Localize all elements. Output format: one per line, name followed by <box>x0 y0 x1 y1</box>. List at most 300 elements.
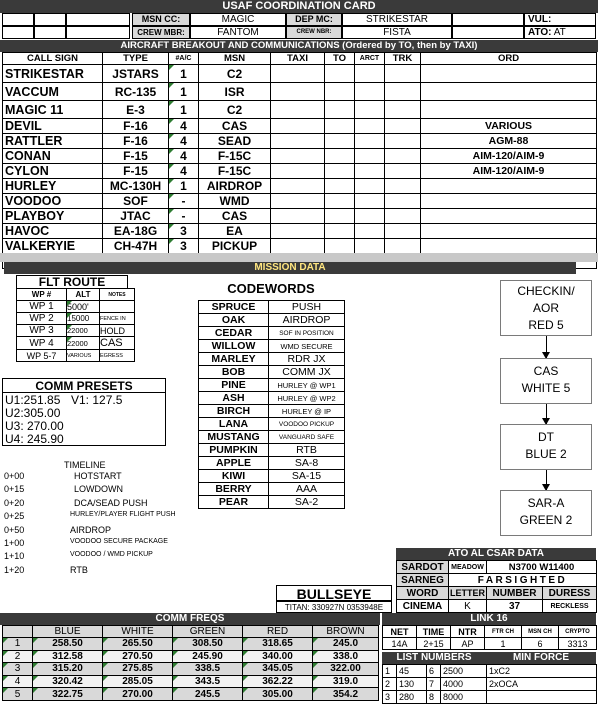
codeword: CEDAR <box>199 327 269 340</box>
link16-net: 14A <box>383 638 417 650</box>
type-cell: F-15 <box>103 149 169 164</box>
ato-label: ATO: <box>528 27 552 38</box>
top-info <box>0 13 598 39</box>
call-sign-cell: CONAN <box>3 149 103 164</box>
codeword-meaning: COMM JX <box>269 366 345 379</box>
freq-value: 312.58 <box>33 650 103 663</box>
word-value: CINEMA <box>397 600 449 613</box>
call-sign-cell: HURLEY <box>3 179 103 194</box>
flow-box-line: WHITE 5 <box>521 381 571 395</box>
taxi-cell <box>271 134 325 149</box>
codeword-meaning: SA-2 <box>269 496 345 509</box>
flt-route-title: FLT ROUTE <box>16 275 128 288</box>
number-value: 37 <box>487 600 543 613</box>
freq-value: 275.85 <box>103 663 173 676</box>
codeword: BOB <box>199 366 269 379</box>
ato-value: AT <box>553 27 566 38</box>
codeword-meaning: SOF IN POSITION <box>269 327 345 340</box>
ord-cell <box>421 101 597 119</box>
codeword: SPRUCE <box>199 301 269 314</box>
to-cell <box>325 239 355 254</box>
duress-label: DURESS <box>543 587 597 600</box>
ord-cell <box>421 179 597 194</box>
trk-cell <box>385 65 421 83</box>
sardot-name: MEADOW <box>449 561 487 574</box>
codeword: OAK <box>199 314 269 327</box>
flow-arrow <box>546 336 547 358</box>
taxi-cell <box>271 224 325 239</box>
timeline-row <box>4 525 194 538</box>
link16-ftrch-label: FTR CH <box>485 626 522 638</box>
to-cell <box>325 164 355 179</box>
call-sign-cell: DEVIL <box>3 119 103 134</box>
list-numbers-title: LIST NUMBERS <box>382 652 486 664</box>
timeline-row <box>4 565 194 578</box>
timeline-time: 0+00 <box>4 471 25 481</box>
crew-mbr-label: CREW MBR: <box>132 26 190 39</box>
codeword-meaning: RDR JX <box>269 353 345 366</box>
col-call-sign: CALL SIGN <box>3 53 103 65</box>
ac-count-cell: 4 <box>169 149 199 164</box>
timeline-event: AIRDROP <box>70 524 112 535</box>
note-5: EGRESS <box>100 350 135 362</box>
codeword-meaning: RTB <box>269 444 345 457</box>
link16-crypto-label: CRYPTO <box>559 626 597 638</box>
timeline-time: 0+50 <box>4 524 25 535</box>
codeword-row <box>199 301 345 314</box>
col-taxi: TAXI <box>271 53 325 65</box>
msn-cell: PICKUP <box>199 239 271 254</box>
freq-value: 315.20 <box>33 663 103 676</box>
col-num-ac: #A/C <box>169 53 199 65</box>
aircraft-row <box>3 194 597 209</box>
timeline-event: HURLEY/PLAYER FLIGHT PUSH <box>70 511 176 519</box>
wp-3: WP 3 <box>17 325 67 337</box>
flow-box-line: BLUE 2 <box>525 447 567 461</box>
type-cell: JTAC <box>103 209 169 224</box>
codeword: KIWI <box>199 470 269 483</box>
timeline-row <box>4 498 194 511</box>
timeline-time: 0+15 <box>4 484 25 495</box>
codeword: APPLE <box>199 457 269 470</box>
taxi-cell <box>271 119 325 134</box>
freq-row <box>3 638 379 651</box>
call-sign-cell: STRIKESTAR <box>3 65 103 83</box>
link16-ntr: AP <box>451 638 485 650</box>
freq-value: 270.50 <box>103 650 173 663</box>
col-trk: TRK <box>385 53 421 65</box>
freq-row-number: 3 <box>3 663 33 676</box>
codeword-row <box>199 379 345 392</box>
flow-arrow <box>546 470 547 490</box>
msn-cc-value: MAGIC <box>190 13 286 26</box>
min-force-cell <box>487 691 597 704</box>
letter-value: K <box>449 600 487 613</box>
flt-route-table <box>16 288 135 362</box>
freq-value: 245.90 <box>173 650 243 663</box>
aircraft-row <box>3 149 597 164</box>
sardot-coord: N3700 W11400 <box>487 561 597 574</box>
ord-cell <box>421 239 597 254</box>
blank-cell <box>66 13 130 26</box>
freq-value: 305.00 <box>243 688 313 701</box>
list-number-cell: 1 <box>383 665 397 678</box>
aircraft-row <box>3 179 597 194</box>
timeline-row <box>4 551 194 564</box>
to-cell <box>325 209 355 224</box>
freq-row <box>3 663 379 676</box>
freq-header-white: WHITE <box>103 626 173 638</box>
freq-value: 362.22 <box>243 675 313 688</box>
ac-count-cell: - <box>169 194 199 209</box>
flow-box <box>500 490 592 536</box>
aircraft-row <box>3 119 597 134</box>
call-sign-cell: PLAYBOY <box>3 209 103 224</box>
list-number-row <box>383 678 597 691</box>
aircraft-row <box>3 209 597 224</box>
sardot-label: SARDOT <box>397 561 449 574</box>
link16-net-label: NET <box>383 626 417 638</box>
aircraft-row <box>3 224 597 239</box>
timeline-event: VOODOO / WMD PICKUP <box>70 551 153 559</box>
timeline-event: RTB <box>70 564 88 575</box>
aircraft-row <box>3 239 597 254</box>
blank-cell <box>2 13 34 26</box>
notes-header: NOTES <box>100 289 135 301</box>
freq-header-green: GREEN <box>173 626 243 638</box>
csar-title: ATO AL CSAR DATA <box>396 548 596 560</box>
codewords-title: CODEWORDS <box>227 281 315 296</box>
list-number-cell: 45 <box>397 665 427 678</box>
preset-u2: U2:305.00 <box>5 406 61 420</box>
type-cell: SOF <box>103 194 169 209</box>
freq-value: 285.05 <box>103 675 173 688</box>
arct-cell <box>355 65 385 83</box>
timeline-row <box>4 538 194 551</box>
timeline-event: LOWDOWN <box>74 484 123 495</box>
list-numbers-table <box>382 664 597 704</box>
freq-header-blue: BLUE <box>33 626 103 638</box>
msn-cc-label: MSN CC: <box>132 13 190 26</box>
link16-msnch-label: MSN CH <box>522 626 559 638</box>
freq-row-number: 4 <box>3 675 33 688</box>
timeline <box>4 471 194 581</box>
list-number-cell: 2500 <box>441 665 487 678</box>
aircraft-row <box>3 65 597 83</box>
card-title: USAF COORDINATION CARD <box>0 0 598 13</box>
codeword-meaning: VANGUARD SAFE <box>269 431 345 444</box>
call-sign-cell: VALKERYIE <box>3 239 103 254</box>
link16-msnch: 6 <box>522 638 559 650</box>
freq-value: 345.05 <box>243 663 313 676</box>
codeword-row <box>199 470 345 483</box>
msn-cell: ISR <box>199 83 271 101</box>
ac-count-cell: 3 <box>169 239 199 254</box>
freq-value: 319.0 <box>313 675 379 688</box>
preset-u4: U4: 245.90 <box>5 432 64 446</box>
min-force-cell: 2xOCA <box>487 678 597 691</box>
taxi-cell <box>271 101 325 119</box>
number-label: NUMBER <box>487 587 543 600</box>
timeline-title: TIMELINE <box>64 460 106 470</box>
sarneg-value: FARSIGHTED <box>449 574 597 587</box>
freq-value: 322.75 <box>33 688 103 701</box>
call-sign-cell: VOODOO <box>3 194 103 209</box>
alt-3: 22000 <box>67 325 100 337</box>
ord-cell <box>421 224 597 239</box>
call-sign-cell: MAGIC 11 <box>3 101 103 119</box>
col-ord: ORD <box>421 53 597 65</box>
csar-table <box>396 560 597 613</box>
ord-cell: AIM-120/AIM-9 <box>421 164 597 179</box>
arct-cell <box>355 194 385 209</box>
crew-mbr-value: FANTOM <box>190 26 286 39</box>
codeword: MUSTANG <box>199 431 269 444</box>
flow-arrow <box>546 404 547 424</box>
codeword: BERRY <box>199 483 269 496</box>
msn-cell: AIRDROP <box>199 179 271 194</box>
link16-table <box>382 625 597 650</box>
blank-cell <box>34 13 66 26</box>
blank-cell <box>452 13 524 26</box>
freq-row <box>3 675 379 688</box>
flow-box <box>500 424 592 470</box>
taxi-cell <box>271 149 325 164</box>
codeword: WILLOW <box>199 340 269 353</box>
ac-count-cell: - <box>169 209 199 224</box>
freq-corner <box>3 626 33 638</box>
call-sign-cell: HAVOC <box>3 224 103 239</box>
alt-header: ALT <box>67 289 100 301</box>
msn-cell: CAS <box>199 209 271 224</box>
call-sign-cell: RATTLER <box>3 134 103 149</box>
type-cell: F-16 <box>103 119 169 134</box>
taxi-cell <box>271 194 325 209</box>
timeline-row <box>4 471 194 484</box>
freq-value: 338.0 <box>313 650 379 663</box>
note-4: CAS <box>100 337 135 350</box>
link16-title: LINK 16 <box>382 613 596 625</box>
crew-nbr-value: FISTA <box>342 26 452 39</box>
type-cell: JSTARS <box>103 65 169 83</box>
timeline-time: 1+00 <box>4 538 25 548</box>
trk-cell <box>385 83 421 101</box>
blank-cell <box>2 26 34 39</box>
list-number-cell: 3 <box>383 691 397 704</box>
codeword-meaning: VOODOO PICKUP <box>269 418 345 431</box>
aircraft-row <box>3 164 597 179</box>
wp-5: WP 5-7 <box>17 350 67 362</box>
flow-box-line: GREEN 2 <box>519 513 573 527</box>
link16-time: 2+15 <box>417 638 451 650</box>
preset-u3: U3: 270.00 <box>5 419 64 433</box>
codeword-row <box>199 483 345 496</box>
comm-freqs-title: COMM FREQS <box>0 613 380 625</box>
list-number-cell: 8 <box>427 691 441 704</box>
to-cell <box>325 149 355 164</box>
arct-cell <box>355 149 385 164</box>
msn-cell: C2 <box>199 65 271 83</box>
freq-value: 322.00 <box>313 663 379 676</box>
codeword-meaning: AIRDROP <box>269 314 345 327</box>
type-cell: EA-18G <box>103 224 169 239</box>
alt-1: 5000' <box>67 301 100 313</box>
ac-count-cell: 4 <box>169 134 199 149</box>
codeword: MARLEY <box>199 353 269 366</box>
arct-cell <box>355 209 385 224</box>
freq-value: 320.42 <box>33 675 103 688</box>
type-cell: E-3 <box>103 101 169 119</box>
freq-row-number: 1 <box>3 638 33 651</box>
to-cell <box>325 179 355 194</box>
type-cell: MC-130H <box>103 179 169 194</box>
trk-cell <box>385 149 421 164</box>
taxi-cell <box>271 164 325 179</box>
ord-cell <box>421 209 597 224</box>
codeword-row <box>199 418 345 431</box>
codeword-meaning: SA-8 <box>269 457 345 470</box>
alt-5: VARIOUS <box>67 350 100 362</box>
mission-data-title: MISSION DATA <box>4 262 576 274</box>
msn-cell: C2 <box>199 101 271 119</box>
aircraft-row <box>3 134 597 149</box>
to-cell <box>325 194 355 209</box>
freq-row-number: 5 <box>3 688 33 701</box>
codeword: PEAR <box>199 496 269 509</box>
freq-value: 270.00 <box>103 688 173 701</box>
word-label: WORD <box>397 587 449 600</box>
to-cell <box>325 224 355 239</box>
letter-label: LETTER <box>450 588 485 598</box>
list-number-cell: 2 <box>383 678 397 691</box>
taxi-cell <box>271 83 325 101</box>
ato-field <box>524 26 596 39</box>
codeword-row <box>199 366 345 379</box>
flow-box <box>500 280 592 336</box>
timeline-event: HOTSTART <box>74 471 122 481</box>
separator <box>0 253 598 262</box>
codeword: LANA <box>199 418 269 431</box>
duress-value: RECKLESS <box>543 600 597 613</box>
freq-value: 308.50 <box>173 638 243 651</box>
type-cell: RC-135 <box>103 83 169 101</box>
codeword-meaning: AAA <box>269 483 345 496</box>
freq-row-number: 2 <box>3 650 33 663</box>
taxi-cell <box>271 209 325 224</box>
flow-box <box>500 358 592 404</box>
link16-time-label: TIME <box>417 626 451 638</box>
vul-label: VUL: <box>528 14 552 25</box>
arct-cell <box>355 134 385 149</box>
comm-presets-title: COMM PRESETS <box>2 378 166 392</box>
timeline-time: 0+20 <box>4 497 25 508</box>
wp-1: WP 1 <box>17 301 67 313</box>
codeword-row <box>199 444 345 457</box>
wp-header: WP # <box>17 289 67 301</box>
timeline-row <box>4 484 194 497</box>
type-cell: F-16 <box>103 134 169 149</box>
sarneg-label: SARNEG <box>397 574 449 587</box>
list-number-cell: 8000 <box>441 691 487 704</box>
codeword: ASH <box>199 392 269 405</box>
bullseye-title: BULLSEYE <box>276 585 392 601</box>
timeline-time: 1+20 <box>4 564 25 575</box>
timeline-time: 0+25 <box>4 511 25 522</box>
col-type: TYPE <box>103 53 169 65</box>
list-number-cell: 130 <box>397 678 427 691</box>
wp-4: WP 4 <box>17 337 67 350</box>
freq-header-brown: BROWN <box>313 626 379 638</box>
arct-cell <box>355 239 385 254</box>
dep-mc-label: DEP MC: <box>286 13 342 26</box>
col-to: TO <box>325 53 355 65</box>
codeword-row <box>199 392 345 405</box>
flow-box-line: CHECKIN/ <box>517 284 575 298</box>
trk-cell <box>385 239 421 254</box>
freq-value: 318.65 <box>243 638 313 651</box>
arct-cell <box>355 83 385 101</box>
timeline-event: VOODOO SECURE PACKAGE <box>70 538 168 545</box>
timeline-event: DCA/SEAD PUSH <box>74 497 148 508</box>
msn-cell: CAS <box>199 119 271 134</box>
ord-cell: AIM-120/AIM-9 <box>421 149 597 164</box>
codeword-row <box>199 457 345 470</box>
comm-presets-box <box>2 392 166 446</box>
list-number-cell: 4000 <box>441 678 487 691</box>
list-number-cell: 280 <box>397 691 427 704</box>
type-cell: F-15 <box>103 164 169 179</box>
link16-crypto: 3313 <box>559 638 597 650</box>
trk-cell <box>385 209 421 224</box>
codeword-meaning: PUSH <box>269 301 345 314</box>
ord-cell <box>421 194 597 209</box>
list-number-row <box>383 691 597 704</box>
timeline-time: 1+10 <box>4 551 25 562</box>
codeword-row <box>199 405 345 418</box>
type-cell: CH-47H <box>103 239 169 254</box>
trk-cell <box>385 179 421 194</box>
codeword: PINE <box>199 379 269 392</box>
freq-value: 338.5 <box>173 663 243 676</box>
trk-cell <box>385 224 421 239</box>
freq-value: 258.50 <box>33 638 103 651</box>
codeword-meaning: SA-15 <box>269 470 345 483</box>
alt-2: 15000 <box>67 313 100 325</box>
freq-value: 245.5 <box>173 688 243 701</box>
to-cell <box>325 119 355 134</box>
msn-cell: F-15C <box>199 164 271 179</box>
link16-ftrch: 1 <box>485 638 522 650</box>
trk-cell <box>385 164 421 179</box>
codeword-row <box>199 353 345 366</box>
freq-row <box>3 688 379 701</box>
note-1 <box>100 301 135 313</box>
aircraft-row <box>3 83 597 101</box>
freq-row <box>3 650 379 663</box>
breakout-title: AIRCRAFT BREAKOUT AND COMMUNICATIONS (Ordered by TO, then by TAXI) <box>0 40 598 52</box>
to-cell <box>325 101 355 119</box>
flow-box-line: RED 5 <box>528 318 564 332</box>
list-number-row <box>383 665 597 678</box>
codeword-row <box>199 340 345 353</box>
arct-cell <box>355 179 385 194</box>
to-cell <box>325 134 355 149</box>
freq-value: 354.2 <box>313 688 379 701</box>
flow-box-line: DT <box>538 430 554 444</box>
ac-count-cell: 1 <box>169 65 199 83</box>
codeword-row <box>199 314 345 327</box>
codeword-row <box>199 496 345 509</box>
